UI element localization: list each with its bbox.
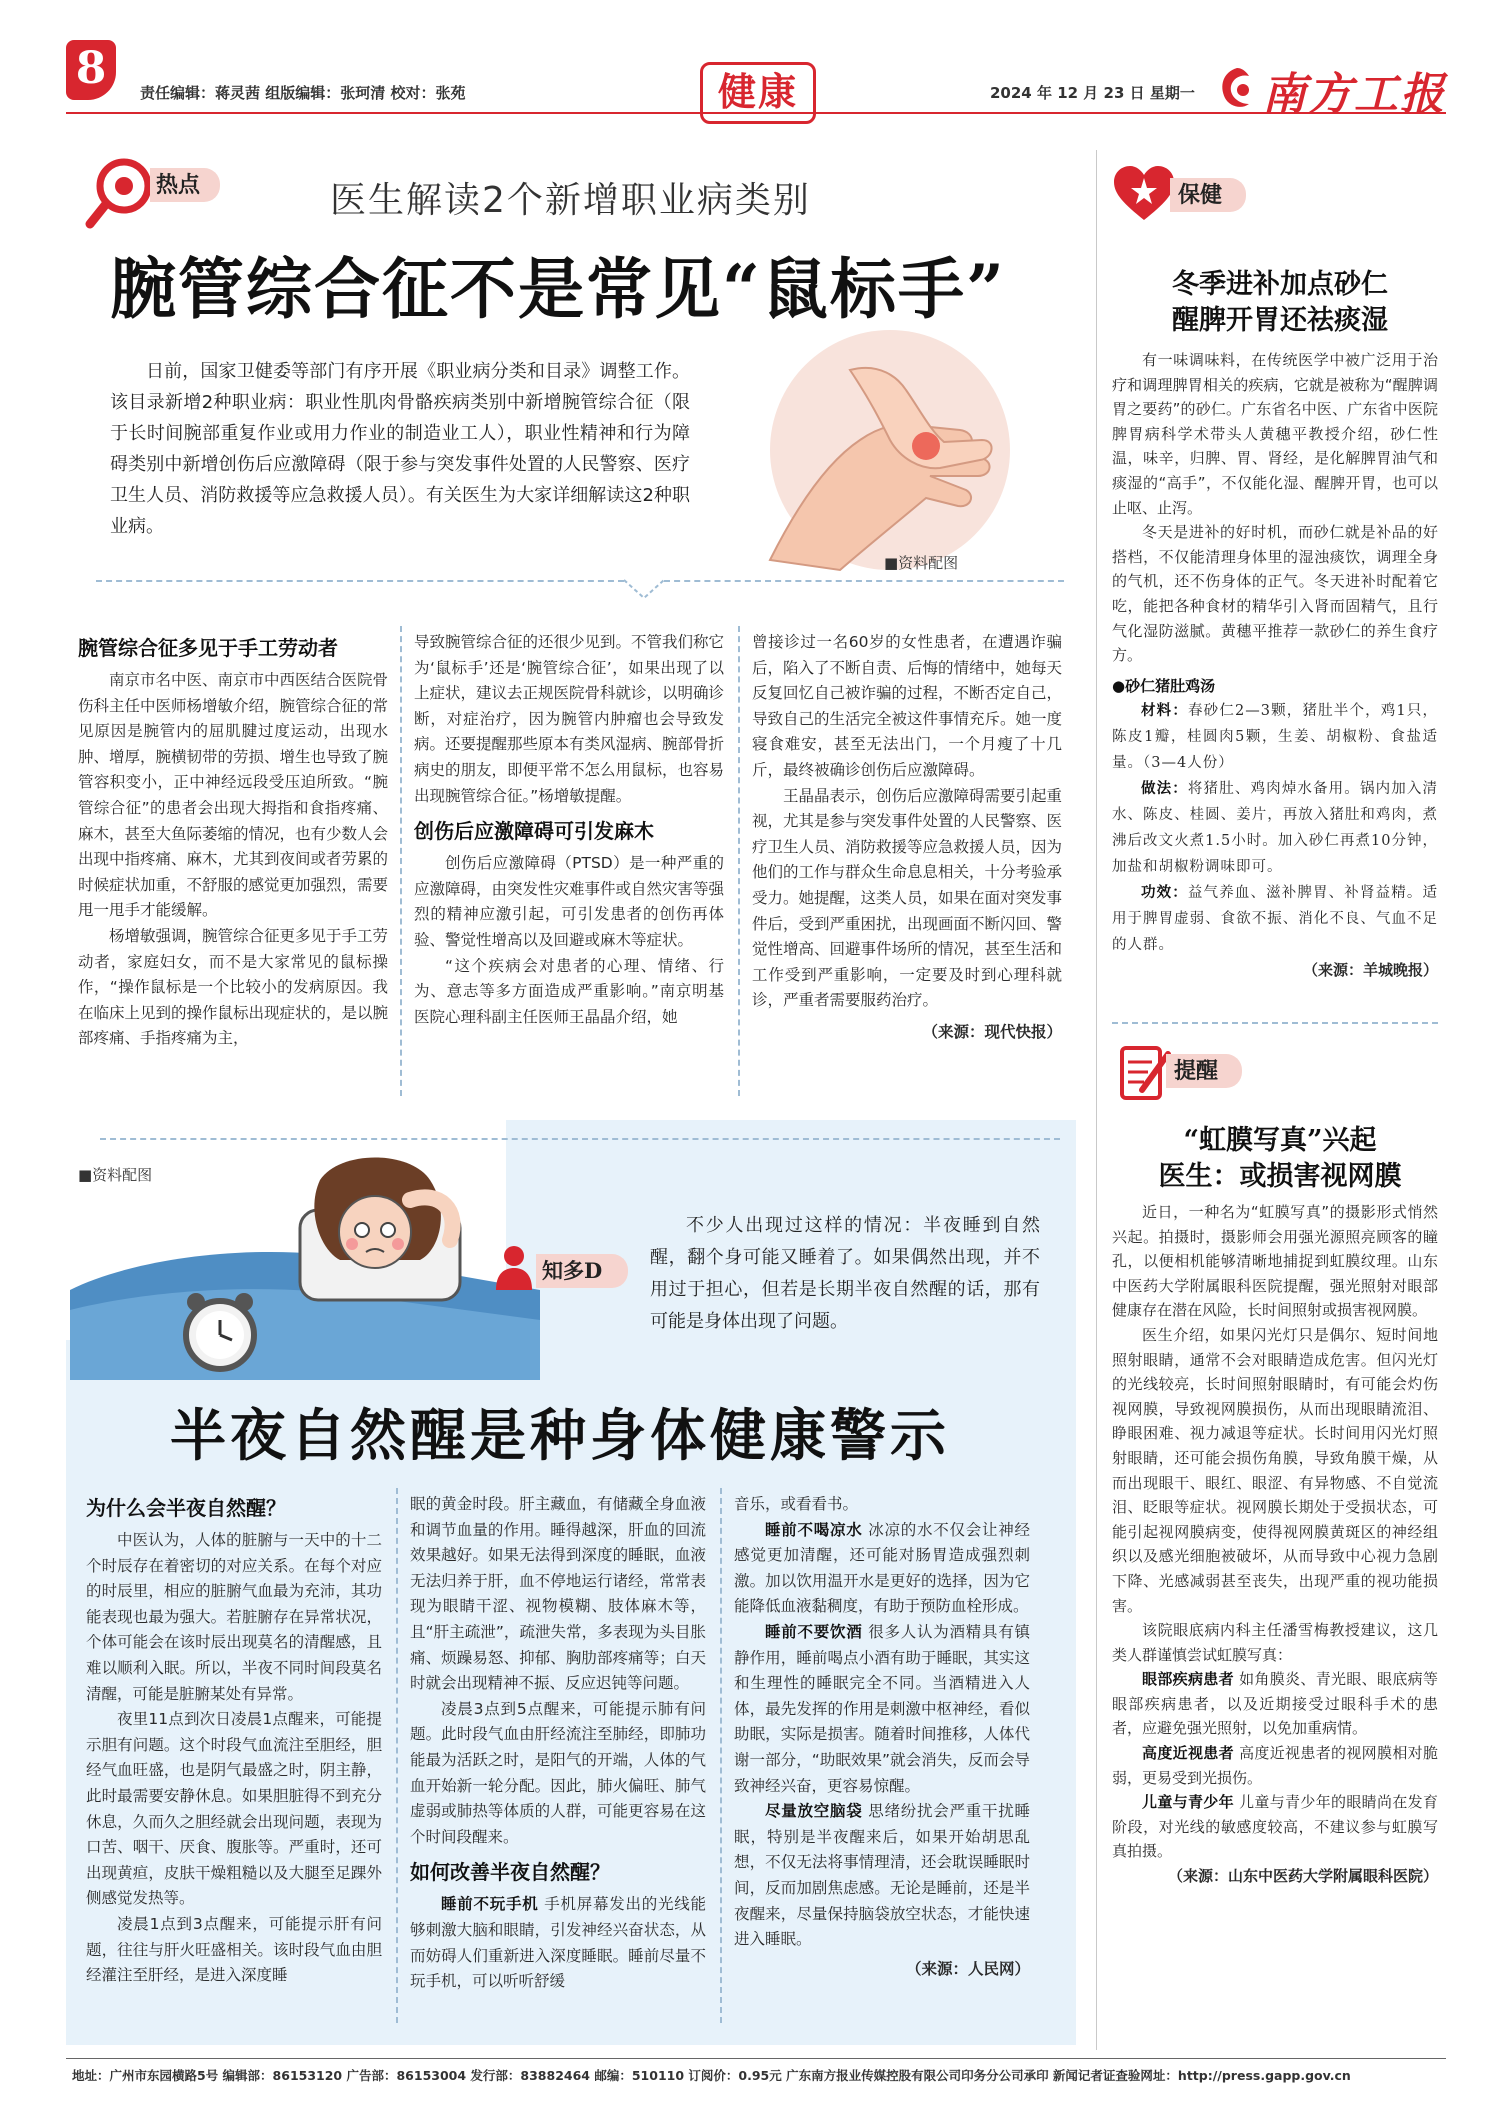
sidebar-dash <box>1112 1022 1438 1024</box>
hot-col1-heading: 腕管综合征多见于手工劳动者 <box>78 636 338 660</box>
wake-intro: 不少人出现过这样的情况：半夜睡到自然醒，翻个身可能又睡着了。如果偶然出现，并不用过于担心，但若是长期半夜自然醒的话，那有可能是身体出现了问题。 <box>650 1215 1040 1332</box>
paper-logo-icon <box>1215 64 1259 112</box>
hot-image-caption: ■资料配图 <box>884 554 959 572</box>
hands-illustration <box>730 330 1030 590</box>
sidebar-divider <box>1096 150 1097 2050</box>
footer-rule <box>66 2058 1446 2059</box>
remind-title-2: 医生：或损害视网膜 <box>1158 1161 1402 1192</box>
wake-image-caption: ■资料配图 <box>78 1166 153 1184</box>
wake-col-3: 音乐，或看看书。 睡前不喝凉水 冰凉的水不仅会让神经感觉更加清醒，还可能对肠胃造成强烈刺激。加以饮用温开水是更好的选择，因为它能降低血液黏稠度，有助于预防血栓形成。 睡前不要饮酒 很多人认为酒精具有镇静作用，睡前喝点小酒有助于睡眠，其实这和生理性的睡眠完全不同。当酒精进入人体，最先发挥的作用是刺激中枢神经，看似助眠，实际是损害。随着时间推移，人体代谢一部分，“助眠效果”就会消失，反而会导致神经兴奋，更容易惊醒。 尽量放空脑袋 思绪纷扰会严重干扰睡眠，特别是半夜醒来后，如果开始胡思乱想，不仅无法将事情理清，还会耽误睡眠时间，反而加剧焦虑感。无论是睡前，还是半夜醒来，尽量保持脑袋放空状态，才能快速进入睡眠。 （来源：人民网） <box>734 1495 1030 1978</box>
person-icon <box>494 1244 534 1290</box>
wake-col-divider-1 <box>396 1488 398 2023</box>
heart-icon <box>1112 164 1176 222</box>
remind-tag: 提醒 <box>1174 1058 1219 1084</box>
divider-notch <box>622 578 666 600</box>
hot-col-1: 腕管综合征多见于手工劳动者 南京市名中医、南京市中西医结合医院骨伤科主任中医师杨增敏介绍，腕管综合征的常见原因是腕管内的屈肌腱过度运动，出现水肿、增厚，腕横韧带的劳损、增生也导致了腕管容积变小，正中神经远段受压迫所致。“腕管综合征”的患者会出现大拇指和食指疼痛、麻木，甚至大鱼际萎缩的情况，也有少数人会出现中指疼痛、麻木，尤其到夜间或者劳累的时候症状加重，不舒服的感觉更加强烈，需要甩一甩手才能缓解。 杨增敏强调，腕管综合征更多见于手工劳动者，家庭妇女，而不是大家常见的鼠标操作，“操作鼠标是一个比较小的发病原因。我在临床上见到的操作鼠标出现症状的，是以腕部疼痛、手指疼痛为主， <box>78 628 388 1052</box>
hot-col2-heading: 创伤后应激障碍可引发麻木 <box>414 819 654 844</box>
care-title-2: 醒脾开胃还祛痰湿 <box>1172 305 1388 336</box>
wake-col1-heading: 为什么会半夜自然醒？ <box>86 1496 286 1520</box>
wake-col2-heading: 如何改善半夜自然醒？ <box>410 1860 610 1885</box>
hot-col-divider-1 <box>400 626 402 1096</box>
paper-name: 南方工报 <box>1262 69 1446 120</box>
recipe-name: ●砂仁猪肚鸡汤 <box>1112 676 1216 695</box>
care-tag: 保健 <box>1178 182 1223 208</box>
hot-col-3: 曾接诊过一名60岁的女性患者，在遭遇诈骗后，陷入了不断自责、后悔的情绪中，她每天反复回忆自己被诈骗的过程，不断否定自己，导致自己的生活完全被这件事情充斥。她一度寝食难安，甚至无法出门，一个月瘦了十几斤，最终被确诊创伤后应激障碍。 王晶晶表示，创伤后应激障碍需要引起重视，尤其是参与突发事件处置的人民警察、医疗卫生人员、消防救援等应急救援人员，因为他们的工作与群众生命息息相关，十分考验承受力。她提醒，这类人员，如果在面对突发事件后，受到严重困扰，出现画面不断闪回、警觉性增高、回避事件场所的情况，甚至生活和工作受到严重影响，一定要及时到心理科就诊，严重者需要服药治疗。 （来源：现代快报） <box>752 633 1063 1041</box>
hot-divider-left <box>96 580 624 582</box>
wake-col-1: 为什么会半夜自然醒？ 中医认为，人体的脏腑与一天中的十二个时辰存在着密切的对应关系。在每个对应的时辰里，相应的脏腑气血最为充沛，其功能表现也最为强大。若脏腑存在异常状况，个体可能会在该时辰出现莫名的清醒感，且难以顺利入眠。所以，半夜不同时间段莫名清醒，可能是脏腑某处有异常。 夜里11点到次日凌晨1点醒来，可能提示胆有问题。这个时段气血流注至胆经，胆经气血旺盛，也是阴气最盛之时，阴主静，此时最需要安静休息。如果胆脏得不到充分休息，久而久之胆经就会出现问题，表现为口苦、咽干、厌食、腹胀等。严重时，还可出现黄疸，皮肤干燥粗糙以及大腿至足踝外侧感觉发热等。 凌晨1点到3点醒来，可能提示肝有问题，往往与肝火旺盛相关。该时段气血由胆经灌注至肝经，是进入深度睡 <box>86 1488 382 1989</box>
footer-text: 地址：广州市东园横路5号 编辑部：86153120 广告部：86153004 发行部：83882464 邮编：510110 订阅价：0.95元 广东南方报业传媒控股有限公司印务分公司承印 新闻记者证查验网址：http://press.gapp.gov.cn <box>72 2068 1351 2083</box>
hot-divider-right <box>664 580 1064 582</box>
notepad-pencil-icon <box>1118 1040 1172 1102</box>
page-number: 8 <box>75 43 107 94</box>
hot-tag: 热点 <box>156 172 201 198</box>
header-rule <box>66 112 1446 114</box>
wake-col-2: 眠的黄金时段。肝主藏血，有储藏全身血液和调节血量的作用。睡得越深，肝血的回流效果越好。如果无法得到深度的睡眠，血液无法归养于肝，血不停地运行诸经，常常表现为眼睛干涩、视物模糊、肢体麻木等，且“肝主疏泄”，疏泄失常，多表现为头目胀痛、烦躁易怒、抑郁、胸肋部疼痛等；白天时就会出现精神不振、反应迟钝等问题。 凌晨3点到5点醒来，可能提示肺有问题。此时段气血由肝经流注至肺经，即肺功能最为活跃之时，是阳气的开端，人体的气血开始新一轮分配。因此，肺火偏旺、肺气虚弱或肺热等体质的人群，可能更容易在这个时间段醒来。 如何改善半夜自然醒？ 睡前不玩手机 手机屏幕发出的光线能够刺激大脑和眼睛，引发神经兴奋状态，从而妨碍人们重新进入深度睡眠。睡前尽量不玩手机，可以听听舒缓 <box>410 1495 706 1991</box>
zhiduo-tag: 知多D <box>542 1258 603 1283</box>
wake-title: 半夜自然醒是种身体健康警示 <box>170 1403 950 1469</box>
issue-date: 2024 年 12 月 23 日 星期一 <box>990 84 1195 102</box>
section-title: 健康 <box>717 69 798 114</box>
editors-line: 责任编辑：蒋灵茜 组版编辑：张珂清 校对：张苑 <box>140 84 466 102</box>
hot-col-divider-2 <box>738 626 740 1096</box>
hot-subtitle: 医生解读2个新增职业病类别 <box>330 180 811 221</box>
care-title-1: 冬季进补加点砂仁 <box>1172 269 1388 300</box>
hot-title: 腕管综合征不是常见“鼠标手” <box>110 250 1006 328</box>
hot-col-2: 导致腕管综合征的还很少见到。不管我们称它为‘鼠标手’还是‘腕管综合征’，如果出现了以上症状，建议去正规医院骨科就诊，以明确诊断，对症治疗，因为腕管内肿瘤也会导致发病。还要提醒那些原本有类风湿病、腕部骨折病史的朋友，即便平常不怎么用鼠标，也容易出现腕管综合征。”杨增敏提醒。 创伤后应激障碍可引发麻木 创伤后应激障碍（PTSD）是一种严重的应激障碍，由突发性灾难事件或自然灾害等强烈的精神应激引起，可引发患者的创伤再体验、警觉性增高以及回避或麻木等症状。 “这个疾病会对患者的心理、情绪、行为、意志等多方面造成严重影响。”南京明基医院心理科副主任医师王晶晶介绍，她 <box>414 633 725 1026</box>
hot-intro: 日前，国家卫健委等部门有序开展《职业病分类和目录》调整工作。该目录新增2种职业病：职业性肌肉骨骼疾病类别中新增腕管综合征（限于长时间腕部重复作业或用力作业的制造业工人），职业性精神和行为障碍类别中新增创伤后应激障碍（限于参与突发事件处置的人民警察、医疗卫生人员、消防救援等应急救援人员）。有关医生为大家详细解读这2种职业病。 <box>110 361 690 537</box>
hands-image <box>730 330 1030 590</box>
care-body: 有一味调味料，在传统医学中被广泛用于治疗和调理脾胃相关的疾病，它就是被称为“醒脾调胃之要药”的砂仁。广东省名中医、广东省中医院脾胃病科学术带头人黄穗平教授介绍，砂仁性温，味辛，归脾、胃、肾经，是化解脾胃油气和痰湿的“高手”，不仅能化湿、醒脾开胃，也可以止呕、止泻。 冬天是进补的好时机，而砂仁就是补品的好搭档，不仅能清理身体里的湿浊痰饮，调理全身的气机，还不伤身体的正气。冬天进补时配着它吃，能把各种食材的精华引入肾而固精气，且行气化湿防滋腻。黄穗平推荐一款砂仁的养生食疗方。 ●砂仁猪肚鸡汤 材料：春砂仁2—3颗，猪肚半个，鸡1只，陈皮1瓣，桂圆肉5颗，生姜、胡椒粉、食盐适量。（3—4人份） 做法：将猪肚、鸡肉焯水备用。锅内加入清水、陈皮、桂圆、姜片，再放入猪肚和鸡肉，煮沸后改文火煮1.5小时。加入砂仁再煮10分钟，加盐和胡椒粉调味即可。 功效：益气养血、滋补脾胃、补肾益精。适用于脾胃虚弱、食欲不振、消化不良、气血不足的人群。 （来源：羊城晚报） <box>1112 351 1439 980</box>
remind-body: 近日，一种名为“虹膜写真”的摄影形式悄然兴起。拍摄时，摄影师会用强光源照亮顾客的瞳孔，以便相机能够清晰地捕捉到虹膜纹理。山东中医药大学附属眼科医院提醒，强光照射对眼部健康存在潜在风险，长时间照射或损害视网膜。 医生介绍，如果闪光灯只是偶尔、短时间地照射眼睛，通常不会对眼睛造成危害。但闪光灯的光线较亮，长时间照射眼睛时，有可能会灼伤视网膜，导致视网膜损伤，从而出现眼睛流泪、睁眼困难、视力减退等症状。长时间用闪光灯照射眼睛，还可能会损伤角膜，导致角膜干燥，从而出现眼干、眼红、眼涩、有异物感、不自觉流泪、眨眼等症状。视网膜长期处于受损状态，可能引起视网膜病变，使得视网膜黄斑区的神经组织以及感光细胞被破坏，从而导致中心视力急剧下降、光感减弱甚至丧失，出现严重的视功能损害。 该院眼底病内科主任潘雪梅教授建议，这几类人群谨慎尝试虹膜写真： 眼部疾病患者 如角膜炎、青光眼、眼底病等眼部疾病患者，以及近期接受过眼科手术的患者，应避免强光照射，以免加重病情。 高度近视患者 高度近视患者的视网膜相对脆弱，更易受到光损伤。 儿童与青少年 儿童与青少年的眼睛尚在发育阶段，对光线的敏感度较高，不建议参与虹膜写真拍摄。 （来源：山东中医药大学附属眼科医院） <box>1112 1203 1438 1886</box>
remind-title-1: “虹膜写真”兴起 <box>1183 1125 1377 1156</box>
wake-col-divider-2 <box>720 1488 722 2023</box>
